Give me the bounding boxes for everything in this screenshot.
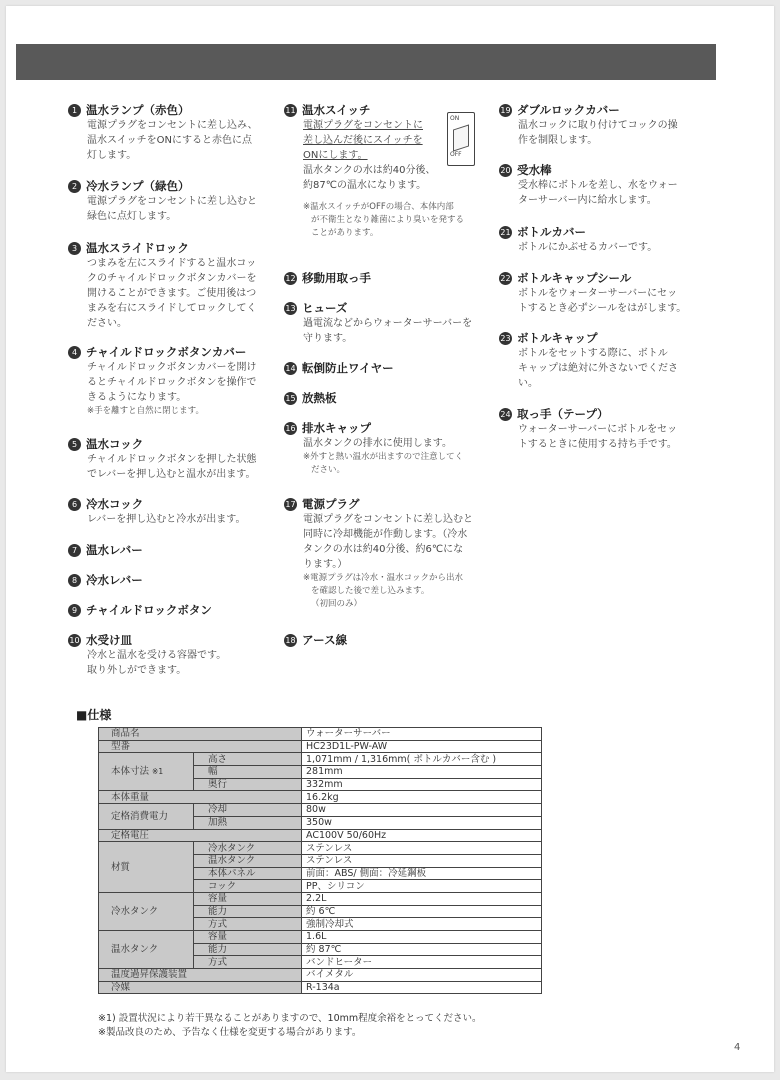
part-title: 温水レバー <box>86 543 143 557</box>
number-badge: 19 <box>500 105 511 115</box>
number-badge: 22 <box>500 273 511 283</box>
footnote: ※製品改良のため、予告なく仕様を変更する場合があります。 <box>98 1027 362 1038</box>
spec-sublabel: 奥行 <box>194 778 302 791</box>
part-description-underlined: 電源プラグをコンセントに <box>303 120 423 131</box>
spec-value: 16.2kg <box>302 791 542 804</box>
spec-sublabel: コック <box>194 880 302 893</box>
part-description: きるようになります。 <box>87 392 187 403</box>
part-description: 過電流などからウォーターサーバーを <box>303 318 473 329</box>
header-bar <box>16 44 716 80</box>
spec-sublabel: 冷水タンク <box>194 842 302 855</box>
spec-label: 材質 <box>99 842 194 893</box>
part-title: ダブルロックカバー <box>517 103 620 117</box>
part-title: チャイルドロックボタン <box>86 603 212 617</box>
number-badge: 7 <box>68 544 81 557</box>
spec-label: 温度過昇保護装置 <box>99 969 302 982</box>
part-title: 取っ手（テープ） <box>517 407 609 421</box>
spec-value: ステンレス <box>302 842 542 855</box>
part-title: ボトルキャップ <box>517 331 598 345</box>
part-item-15 <box>284 390 499 406</box>
number-badge: 9 <box>68 604 81 617</box>
part-title: 温水コック <box>86 437 144 451</box>
manual-page <box>6 6 774 1072</box>
spec-value: ウォーターサーバー <box>302 728 542 741</box>
spec-label: 温水タンク <box>99 931 194 969</box>
number-badge: 6 <box>68 498 81 511</box>
switch-on-label: ON <box>450 115 460 122</box>
part-item-1 <box>68 102 283 163</box>
part-description: 開けることができます。ご使用後はつ <box>87 288 257 299</box>
table-row <box>99 804 542 817</box>
part-note: ださい。 <box>311 465 346 475</box>
spec-value: 強制冷却式 <box>302 918 542 931</box>
spec-value: PP、シリコン <box>302 880 542 893</box>
part-item-18 <box>284 632 499 648</box>
spec-sublabel: 幅 <box>194 766 302 779</box>
part-title: 電源プラグ <box>302 497 360 511</box>
part-description: 電源プラグをコンセントに差し込むと <box>303 514 473 525</box>
part-description: レバーを押し込むと冷水が出ます。 <box>87 514 246 525</box>
footnote-mark: ※1 <box>152 767 164 777</box>
part-title: 排水キャップ <box>302 421 371 435</box>
part-description: チャイルドロックボタンを押した状態 <box>87 454 257 465</box>
spec-label: 定格電圧 <box>99 829 302 842</box>
part-item-4 <box>68 344 283 418</box>
number-badge: 16 <box>285 423 296 433</box>
part-description: 同時に冷却機能が作動します。（冷水 <box>303 529 468 540</box>
part-description: い。 <box>518 378 538 389</box>
part-title: ヒューズ <box>302 301 348 315</box>
part-description: 取り外しができます。 <box>87 665 187 676</box>
part-item-3 <box>68 240 283 331</box>
part-description: ボトルにかぶせるカバーです。 <box>518 242 658 253</box>
number-badge: 13 <box>285 303 296 313</box>
part-note: ※外すと熱い温水が出ますので注意してく <box>303 452 464 462</box>
part-description: 受水棒にボトルを差し、水をウォー <box>518 180 678 191</box>
table-row <box>99 740 542 753</box>
number-badge: 4 <box>68 346 81 359</box>
table-row <box>99 791 542 804</box>
spec-group-label <box>99 753 194 791</box>
spec-value: 2.2L <box>302 892 542 905</box>
part-note: ことがあります。 <box>311 228 379 238</box>
part-item-14 <box>284 360 499 376</box>
part-description: 灯します。 <box>87 150 137 161</box>
part-item-9 <box>68 602 283 618</box>
spec-sublabel: 方式 <box>194 918 302 931</box>
part-item-7 <box>68 542 283 558</box>
spec-sublabel: 本体パネル <box>194 867 302 880</box>
spec-label: 商品名 <box>99 728 302 741</box>
part-description: ボトルをセットする際に、ボトル <box>518 348 668 359</box>
part-description: 温水スイッチをONにすると赤色に点 <box>87 135 252 146</box>
part-item-8 <box>68 572 283 588</box>
part-description: ウォーターサーバーにボトルをセッ <box>518 424 678 435</box>
part-description: まみを右にスライドしてロックしてく <box>87 303 257 314</box>
part-description: 守ります。 <box>303 333 353 344</box>
spec-label: 本体寸法 <box>111 766 150 778</box>
number-badge: 3 <box>68 242 81 255</box>
part-description: つまみを左にスライドすると温水コッ <box>87 258 257 269</box>
switch-off-label: OFF <box>450 151 462 158</box>
table-row <box>99 931 542 944</box>
spec-value: 前面：ABS/ 側面：冷延鋼板 <box>302 867 542 880</box>
part-description: トするときに使用する持ち手です。 <box>518 439 677 450</box>
table-row <box>99 842 542 855</box>
page-number: 4 <box>734 1042 741 1053</box>
part-note: ※温水スイッチがOFFの場合、本体内部 <box>303 202 454 212</box>
number-badge: 12 <box>285 273 296 283</box>
part-description: 電源プラグをコンセントに差し込むと <box>87 196 257 207</box>
part-item-23 <box>499 330 709 391</box>
part-note: ※電源プラグは冷水・温水コックから出水 <box>303 573 463 583</box>
part-description: 冷水と温水を受ける容器です。 <box>87 650 227 661</box>
table-row <box>99 728 542 741</box>
part-description: キャップは絶対に外さないでくださ <box>518 363 678 374</box>
part-description: トするとき必ずシールをはがします。 <box>518 303 687 314</box>
part-title: 冷水コック <box>86 497 144 511</box>
part-item-19 <box>499 102 709 148</box>
spec-value: 281mm <box>302 766 542 779</box>
part-description: 約87℃の温水になります。 <box>303 180 427 191</box>
spec-sublabel: 能力 <box>194 905 302 918</box>
number-badge: 20 <box>500 165 511 175</box>
part-item-22 <box>499 270 709 316</box>
part-item-16 <box>284 420 499 477</box>
part-description: 温水タンクの排水に使用します。 <box>303 438 452 449</box>
spec-value: 350w <box>302 816 542 829</box>
spec-sublabel: 冷却 <box>194 804 302 817</box>
spec-value: HC23D1L-PW-AW <box>302 740 542 753</box>
part-title: 温水スイッチ <box>302 103 371 117</box>
part-description-underlined: 差し込んだ後にスイッチを <box>303 135 423 146</box>
part-description: 緑色に点灯します。 <box>87 211 177 222</box>
spec-value: 332mm <box>302 778 542 791</box>
part-item-24 <box>499 406 709 452</box>
part-item-20 <box>499 162 709 208</box>
table-row <box>99 981 542 994</box>
number-badge: 15 <box>285 393 296 403</box>
part-title: アース線 <box>302 633 348 647</box>
number-badge: 24 <box>500 409 511 419</box>
spec-sublabel: 能力 <box>194 943 302 956</box>
part-note: を確認した後で差し込みます。 <box>311 586 430 596</box>
table-row <box>99 892 542 905</box>
part-item-13 <box>284 300 499 346</box>
table-row <box>99 753 542 766</box>
number-badge: 1 <box>68 104 81 117</box>
spec-value: 約 87℃ <box>302 943 542 956</box>
part-title: 冷水レバー <box>86 573 143 587</box>
spec-sublabel: 容量 <box>194 931 302 944</box>
part-title: 温水ランプ（赤色） <box>86 103 190 117</box>
spec-heading: ■仕様 <box>76 708 112 722</box>
number-badge: 5 <box>68 438 81 451</box>
spec-sublabel: 高さ <box>194 753 302 766</box>
number-badge: 2 <box>68 180 81 193</box>
part-title: ボトルカバー <box>517 225 586 239</box>
part-title: 水受け皿 <box>86 633 132 647</box>
spec-table <box>98 727 542 994</box>
switch-illustration <box>447 112 475 166</box>
spec-value: AC100V 50/60Hz <box>302 829 542 842</box>
spec-sublabel: 容量 <box>194 892 302 905</box>
spec-value: 1.6L <box>302 931 542 944</box>
part-description: ターサーバー内に給水します。 <box>518 195 657 206</box>
spec-label: 本体重量 <box>99 791 302 804</box>
spec-value: バンドヒーター <box>302 956 542 969</box>
switch-lever-icon <box>453 124 469 151</box>
part-description: ボトルをウォーターサーバーにセッ <box>518 288 678 299</box>
spec-sublabel: 方式 <box>194 956 302 969</box>
part-item-21 <box>499 224 709 255</box>
part-title: 受水棒 <box>517 163 552 177</box>
footnote: ※1) 設置状況により若干異なることがありますので、10mm程度余裕をとってください。 <box>98 1013 482 1024</box>
part-item-17 <box>284 496 499 611</box>
part-item-5 <box>68 436 283 482</box>
number-badge: 10 <box>69 635 80 645</box>
part-description: でレバーを押し込むと温水が出ます。 <box>87 469 256 480</box>
part-note: が不衛生となり雑菌により臭いを発する <box>311 215 465 225</box>
number-badge: 17 <box>285 499 296 509</box>
part-description: 温水コックに取り付けてコックの操 <box>518 120 678 131</box>
part-description: ださい。 <box>87 318 127 329</box>
part-description: タンクの水は約40分後、約6℃にな <box>303 544 464 555</box>
spec-sublabel: 加熱 <box>194 816 302 829</box>
part-item-6 <box>68 496 283 527</box>
spec-sublabel: 温水タンク <box>194 854 302 867</box>
number-badge: 8 <box>68 574 81 587</box>
part-item-11 <box>284 102 499 240</box>
part-description: るとチャイルドロックボタンを操作で <box>87 377 257 388</box>
spec-value: 1,071mm / 1,316mm( ボトルカバー含む ) <box>302 753 542 766</box>
part-description: 温水タンクの水は約40分後、 <box>303 165 436 176</box>
part-title: 冷水ランプ（緑色） <box>86 179 190 193</box>
part-title: 移動用取っ手 <box>302 271 371 285</box>
spec-label: 定格消費電力 <box>99 804 194 829</box>
part-description: チャイルドロックボタンカバーを開け <box>87 362 257 373</box>
part-title: チャイルドロックボタンカバー <box>86 345 247 359</box>
spec-label: 冷水タンク <box>99 892 194 930</box>
number-badge: 14 <box>285 363 296 373</box>
part-title: ボトルキャップシール <box>517 271 632 285</box>
part-description: ります。） <box>303 559 348 570</box>
part-title: 温水スライドロック <box>86 241 189 255</box>
number-badge: 23 <box>500 333 511 343</box>
part-description: 作を制限します。 <box>518 135 598 146</box>
number-badge: 18 <box>285 635 296 645</box>
spec-label: 型番 <box>99 740 302 753</box>
spec-value: バイメタル <box>302 969 542 982</box>
spec-value: 約 6℃ <box>302 905 542 918</box>
part-description: 電源プラグをコンセントに差し込み、 <box>87 120 258 131</box>
spec-label: 冷媒 <box>99 981 302 994</box>
table-row <box>99 969 542 982</box>
number-badge: 21 <box>500 227 511 237</box>
part-title: 転倒防止ワイヤー <box>302 361 394 375</box>
table-row <box>99 829 542 842</box>
spec-value: ステンレス <box>302 854 542 867</box>
part-item-2 <box>68 178 283 224</box>
spec-value: 80w <box>302 804 542 817</box>
part-note: （初回のみ） <box>311 599 363 609</box>
number-badge: 11 <box>285 105 296 115</box>
part-note: ※手を離すと自然に閉じます。 <box>87 406 204 416</box>
part-item-10 <box>68 632 283 678</box>
part-title: 放熱板 <box>302 391 337 405</box>
part-item-12 <box>284 270 499 286</box>
spec-value: R-134a <box>302 981 542 994</box>
part-description-underlined: ONにします。 <box>303 150 368 161</box>
part-description: クのチャイルドロックボタンカバーを <box>87 273 257 284</box>
